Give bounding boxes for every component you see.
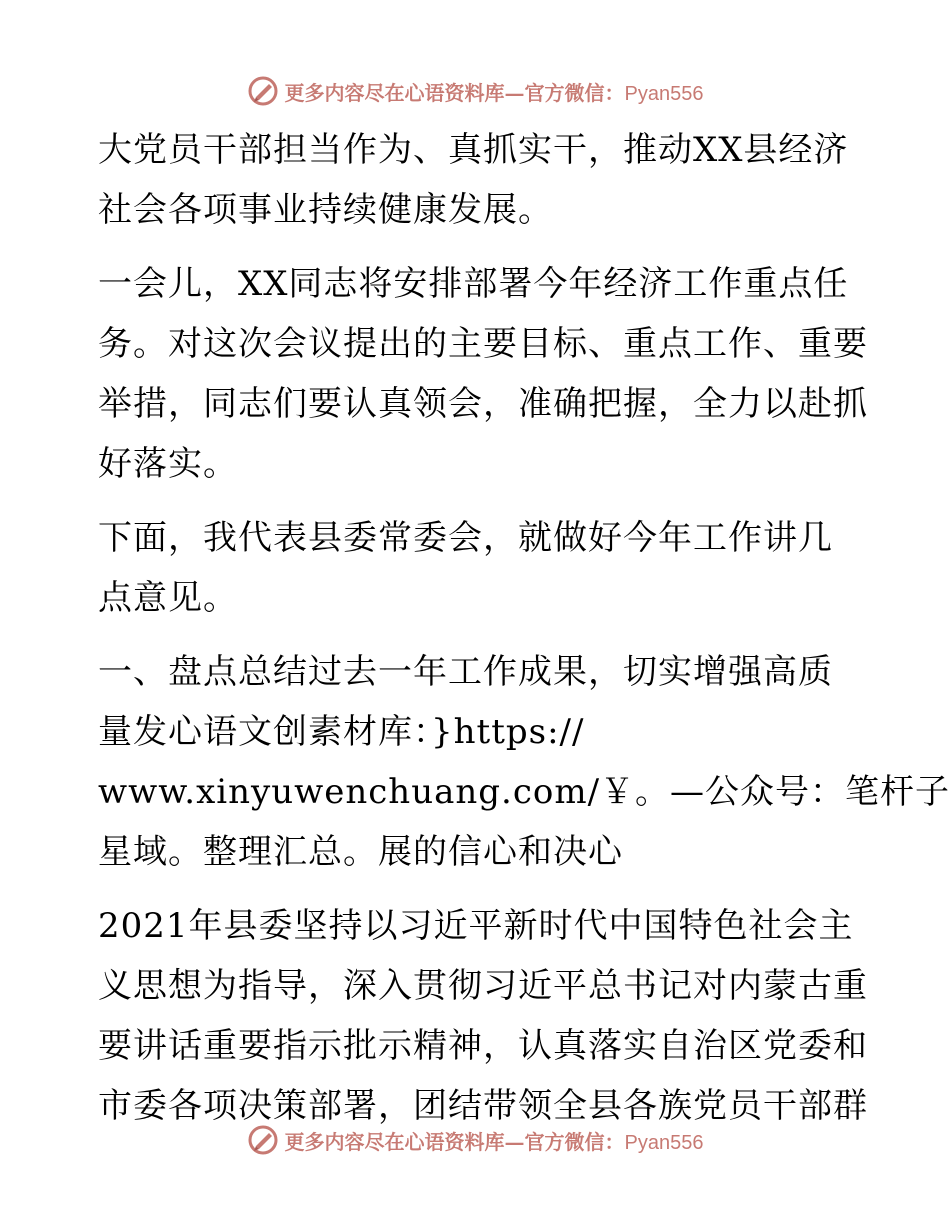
header-banner: [0, 71, 950, 111]
text-line: 一会儿，XX同志将安排部署今年经济工作重点任: [98, 264, 849, 304]
header-handle: Pyan556: [624, 82, 704, 105]
text-line: 要讲话重要指示批示精神，认真落实自治区党委和: [98, 1026, 868, 1066]
text-line: 举措，同志们要认真领会，准确把握，全力以赴抓: [98, 384, 868, 424]
text-line: 大党员干部担当作为、真抓实干，推动XX县经济: [98, 130, 849, 170]
footer-banner: [0, 1120, 950, 1160]
text-line: 点意见。: [98, 578, 238, 618]
text-line: 2021年县委坚持以习近平新时代中国特色社会主: [98, 906, 854, 946]
text-line: www.xinyuwenchuang.com/￥。—公众号：笔杆子: [98, 772, 950, 812]
header-text: [285, 77, 704, 106]
text-line: 社会各项事业持续健康发展。: [98, 190, 553, 230]
text-line: 量发心语文创素材库：}https://: [98, 712, 585, 752]
paragraph-5: [98, 896, 868, 1136]
paragraph-4: [98, 642, 950, 882]
pen-seal-logo-icon: [247, 1124, 279, 1156]
document-body: [98, 120, 950, 1136]
footer-handle: Pyan556: [624, 1131, 704, 1154]
text-line: 务。对这次会议提出的主要目标、重点工作、重要: [98, 324, 868, 364]
text-line: 下面，我代表县委常委会，就做好今年工作讲几: [98, 518, 833, 558]
text-line: 星域。整理汇总。展的信心和决心: [98, 832, 623, 872]
paragraph-2: [98, 254, 868, 494]
text-line: 市委各项决策部署，团结带领全县各族党员干部群: [98, 1086, 868, 1126]
footer-text: [285, 1126, 704, 1155]
text-line: 一、盘点总结过去一年工作成果，切实增强高质: [98, 652, 833, 692]
paragraph-1: [98, 120, 868, 240]
pen-seal-logo-icon: [247, 75, 279, 107]
paragraph-3: [98, 508, 868, 628]
footer-label: 更多内容尽在心语资料库—官方微信：: [284, 1129, 625, 1154]
text-line: 好落实。: [98, 444, 238, 484]
text-line: 义思想为指导，深入贯彻习近平总书记对内蒙古重: [98, 966, 868, 1006]
header-label: 更多内容尽在心语资料库—官方微信：: [284, 80, 625, 105]
